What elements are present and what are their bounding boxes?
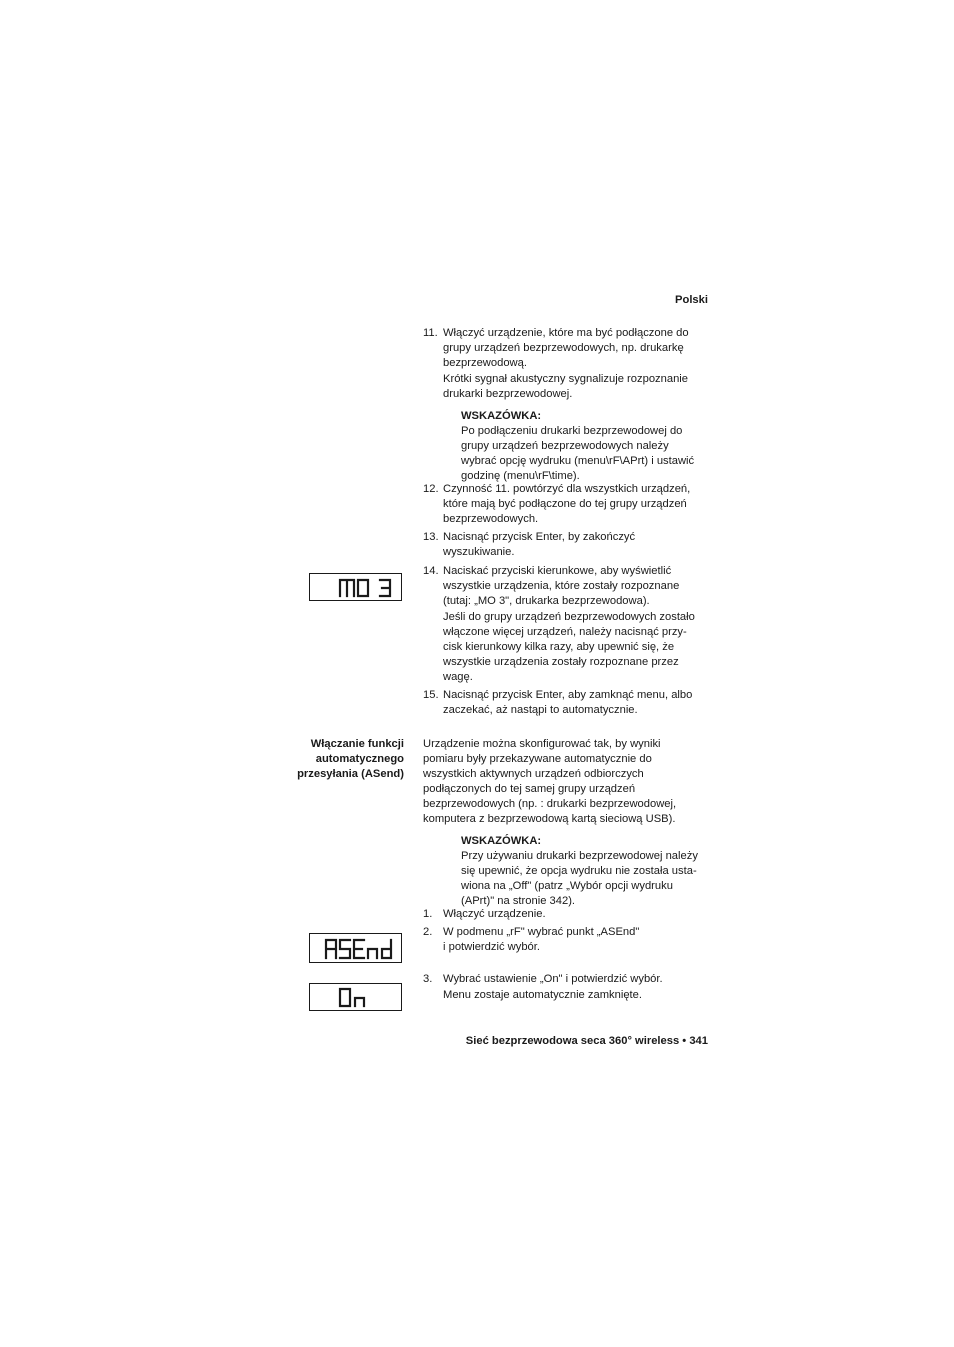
step-number: 11. (423, 327, 438, 339)
section-intro (423, 737, 713, 827)
text-line: wiona na „Off" (patrz „Wybór opcji wydruku (461, 880, 673, 892)
step-text (443, 925, 715, 955)
text-line: Jeśli do grupy urządzeń bezprzewodowych zostało (443, 611, 695, 623)
seven-segment-mo3-icon (310, 574, 403, 602)
text-line: bezprzewodową. (443, 357, 527, 369)
text-line: wszystkie urządzenia zostały rozpoznane przez (443, 656, 679, 668)
text-line: Nacisnąć przycisk Enter, aby zamknąć menu, albo (443, 689, 693, 701)
scale-display-on (309, 983, 402, 1011)
text-line: które mają być podłączone do tej grupy urządzeń (443, 498, 687, 510)
text-line: Naciskać przyciski kierunkowe, aby wyświetlić (443, 565, 672, 577)
text-line: pomiaru były przekazywane automatycznie do (423, 753, 652, 765)
text-line: Krótki sygnał akustyczny sygnalizuje rozpoznanie (443, 373, 689, 385)
page-footer: Sieć bezprzewodowa seca 360° wireless • 341 (465, 1035, 708, 1047)
step-number: 13. (423, 531, 439, 543)
text-line: się upewnić, że opcja wydruku nie została usta- (461, 865, 697, 877)
text-line: wyszukiwanie. (443, 546, 515, 558)
text-line: Włączyć urządzenie, które ma być podłączone do (443, 327, 689, 339)
text-line: (APrt)" na stronie 342). (461, 895, 576, 907)
step-number: 3. (423, 973, 433, 985)
note-label: WSKAZÓWKA: (461, 410, 542, 422)
note-box (461, 834, 713, 909)
text-line: Przy używaniu drukarki bezprzewodowej należy (461, 850, 698, 862)
step-text (443, 688, 715, 718)
text-line: komputera z bezprzewodową kartą sieciową USB). (423, 813, 676, 825)
text-line: włączone więcej urządzeń, należy nacisnąć przy- (443, 626, 687, 638)
text-line: wszystkie urządzenia, które zostały rozpoznane (443, 580, 680, 592)
text-line: wybrać opcję wydruku (menu\rF\APrt) i ustawić (461, 455, 695, 467)
note-box (461, 409, 713, 484)
text-line: bezprzewodowych. (443, 513, 539, 525)
text-line: Po podłączeniu drukarki bezprzewodowej do (461, 425, 683, 437)
section-heading (250, 737, 404, 782)
step-number: 12. (423, 483, 439, 495)
step-number: 1. (423, 908, 433, 920)
step-text (443, 530, 715, 560)
text-line: drukarki bezprzewodowej. (443, 388, 573, 400)
text-line: grupy urządzeń bezprzewodowych, np. drukarkę (443, 342, 684, 354)
step-number: 15. (423, 689, 439, 701)
seven-segment-on-icon (310, 984, 403, 1012)
scale-display-mo3 (309, 573, 402, 601)
step-text (443, 564, 715, 685)
note-label: WSKAZÓWKA: (461, 835, 542, 847)
step-number: 2. (423, 926, 433, 938)
text-line: Wybrać ustawienie „On" i potwierdzić wybór. (443, 973, 663, 985)
text-line: Nacisnąć przycisk Enter, by zakończyć (443, 531, 636, 543)
scale-display-asend (309, 933, 402, 963)
step-text (443, 907, 715, 922)
heading-line: Włączanie funkcji (310, 738, 404, 750)
step-number: 14. (423, 565, 439, 577)
text-line: cisk kierunkowy kilka razy, aby upewnić się, że (443, 641, 675, 653)
text-line: grupy urządzeń bezprzewodowych należy (461, 440, 669, 452)
text-line: wszystkich aktywnych urządzeń odbiorczych (423, 768, 644, 780)
step-text (443, 972, 715, 1003)
seven-segment-asend-icon (310, 934, 403, 964)
heading-line: przesyłania (ASend) (297, 768, 404, 780)
text-line: W podmenu „rF" wybrać punkt „ASEnd" (443, 926, 640, 938)
text-line: Czynność 11. powtórzyć dla wszystkich urządzeń, (443, 483, 691, 495)
text-line: godzinę (menu\rF\time). (461, 470, 580, 482)
text-line: Urządzenie można skonfigurować tak, by wyniki (423, 738, 661, 750)
text-line: Menu zostaje automatycznie zamknięte. (443, 989, 642, 1001)
text-line: i potwierdzić wybór. (443, 941, 540, 953)
step-text (443, 326, 715, 402)
page-language-label: Polski (675, 294, 708, 306)
heading-line: automatycznego (315, 753, 404, 765)
text-line: zaczekać, aż nastąpi to automatycznie. (443, 704, 638, 716)
text-line: podłączonych do tej samej grupy urządzeń (423, 783, 636, 795)
step-text (443, 482, 715, 527)
text-line: Włączyć urządzenie. (443, 908, 546, 920)
text-line: wagę. (443, 671, 473, 683)
text-line: bezprzewodowych (np. : drukarki bezprzewodowej, (423, 798, 677, 810)
text-line: (tutaj: „MO 3", drukarka bezprzewodowa). (443, 595, 650, 607)
